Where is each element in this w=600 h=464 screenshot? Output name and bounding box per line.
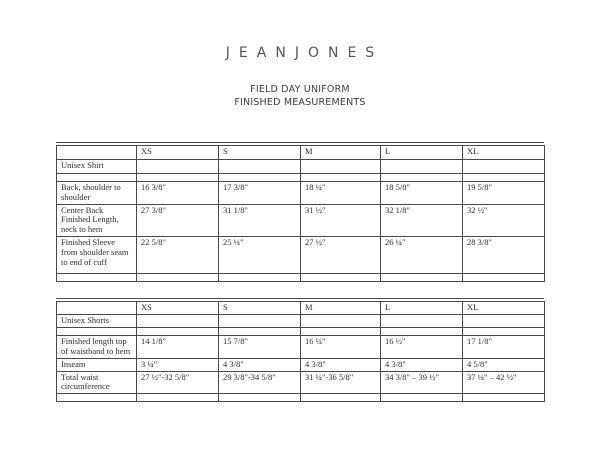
measurement-row-inseam	[57, 358, 545, 371]
row-label: Finished length top of waistband to hem	[57, 336, 137, 359]
row-label: Back, shoulder to shoulder	[57, 182, 137, 205]
empty-cell	[381, 315, 463, 328]
empty-header-cell	[57, 302, 137, 315]
size-header-xl: XL	[463, 146, 545, 160]
value-cell-xl: 32 ½"	[463, 204, 545, 236]
empty-cell	[301, 315, 381, 328]
empty-cell	[137, 174, 219, 182]
empty-cell	[219, 174, 301, 182]
shirt-header-row	[57, 146, 545, 160]
value-cell-xs: 3 ¼"	[137, 358, 219, 371]
row-label: Center Back Finished Length, neck to hem	[57, 204, 137, 236]
value-cell-l: 16 ½"	[381, 336, 463, 359]
size-header-m: M	[301, 146, 381, 160]
empty-cell	[463, 273, 545, 281]
shorts-table	[56, 301, 545, 402]
empty-cell	[57, 273, 137, 281]
empty-cell	[463, 315, 545, 328]
section-label-shorts: Unisex Shorts	[57, 315, 137, 328]
spacer-row	[57, 328, 545, 336]
empty-cell	[137, 315, 219, 328]
brand-logo: JEANJONES	[225, 45, 384, 61]
row-label: Total waist circumference	[57, 371, 137, 394]
row-label: Inseam	[57, 358, 137, 371]
empty-cell	[219, 315, 301, 328]
row-label: Finished Sleeve from shoulder seam to end of cuff	[57, 236, 137, 273]
size-header-xl: XL	[463, 302, 545, 315]
spacer-row	[57, 394, 545, 402]
section-label-shirt: Unisex Shirt	[57, 160, 137, 174]
value-cell-xs: 16 3/8"	[137, 182, 219, 205]
empty-cell	[463, 328, 545, 336]
value-cell-s: 17 3/8"	[219, 182, 301, 205]
shirt-section-row	[57, 160, 545, 174]
empty-cell	[57, 328, 137, 336]
measurement-row-sleeve	[57, 236, 545, 273]
empty-cell	[463, 174, 545, 182]
empty-cell	[301, 160, 381, 174]
empty-cell	[381, 160, 463, 174]
document-title	[0, 84, 600, 109]
empty-cell	[219, 273, 301, 281]
shirt-measurements-table	[56, 142, 544, 282]
value-cell-s: 4 3/8"	[219, 358, 301, 371]
shorts-header-row	[57, 302, 545, 315]
empty-cell	[57, 174, 137, 182]
value-cell-l: 34 3/8" – 39 ½"	[381, 371, 463, 394]
measurement-row-waist	[57, 371, 545, 394]
empty-cell	[463, 160, 545, 174]
empty-cell	[137, 160, 219, 174]
size-header-l: L	[381, 302, 463, 315]
value-cell-m: 31 ¼"-36 5/8"	[301, 371, 381, 394]
spacer-row	[57, 273, 545, 281]
empty-cell	[301, 394, 381, 402]
value-cell-xl: 4 5/8"	[463, 358, 545, 371]
value-cell-s: 31 1/8"	[219, 204, 301, 236]
empty-cell	[381, 328, 463, 336]
value-cell-m: 27 ½"	[301, 236, 381, 273]
size-header-xs: XS	[137, 302, 219, 315]
value-cell-xs: 22 5/8"	[137, 236, 219, 273]
value-cell-m: 4 3/8"	[301, 358, 381, 371]
measurement-row-center-back	[57, 204, 545, 236]
empty-cell	[301, 174, 381, 182]
measurement-row-finished-length	[57, 336, 545, 359]
shorts-section-row	[57, 315, 545, 328]
size-header-m: M	[301, 302, 381, 315]
value-cell-l: 18 5/8"	[381, 182, 463, 205]
empty-cell	[137, 394, 219, 402]
size-header-l: L	[381, 146, 463, 160]
value-cell-xl: 17 1/8"	[463, 336, 545, 359]
spacer-row	[57, 174, 545, 182]
empty-cell	[57, 394, 137, 402]
value-cell-xl: 19 5/8"	[463, 182, 545, 205]
shirt-table	[56, 145, 545, 282]
value-cell-xl: 28 3/8"	[463, 236, 545, 273]
value-cell-l: 4 3/8"	[381, 358, 463, 371]
empty-cell	[381, 174, 463, 182]
value-cell-s: 29 3/8"-34 5/8"	[219, 371, 301, 394]
empty-cell	[463, 394, 545, 402]
value-cell-m: 18 ¼"	[301, 182, 381, 205]
value-cell-xs: 14 1/8"	[137, 336, 219, 359]
value-cell-xs: 27 3/8"	[137, 204, 219, 236]
value-cell-xl: 37 ¼" – 42 ½"	[463, 371, 545, 394]
title-line-2: FINISHED MEASUREMENTS	[234, 96, 366, 108]
empty-cell	[301, 273, 381, 281]
size-header-s: S	[219, 146, 301, 160]
value-cell-l: 32 1/8"	[381, 204, 463, 236]
measurement-row-back-shoulder	[57, 182, 545, 205]
value-cell-s: 15 7/8"	[219, 336, 301, 359]
empty-cell	[381, 273, 463, 281]
value-cell-m: 31 ½"	[301, 204, 381, 236]
value-cell-s: 25 ¼"	[219, 236, 301, 273]
title-line-1: FIELD DAY UNIFORM	[250, 84, 350, 95]
empty-cell	[219, 394, 301, 402]
value-cell-m: 16 ¼"	[301, 336, 381, 359]
value-cell-l: 26 ¼"	[381, 236, 463, 273]
shorts-measurements-table	[56, 298, 544, 402]
empty-header-cell	[57, 146, 137, 160]
empty-cell	[301, 328, 381, 336]
empty-cell	[219, 328, 301, 336]
value-cell-xs: 27 ½"-32 5/8"	[137, 371, 219, 394]
empty-cell	[381, 394, 463, 402]
empty-cell	[137, 273, 219, 281]
empty-cell	[219, 160, 301, 174]
empty-cell	[137, 328, 219, 336]
size-header-s: S	[219, 302, 301, 315]
size-header-xs: XS	[137, 146, 219, 160]
